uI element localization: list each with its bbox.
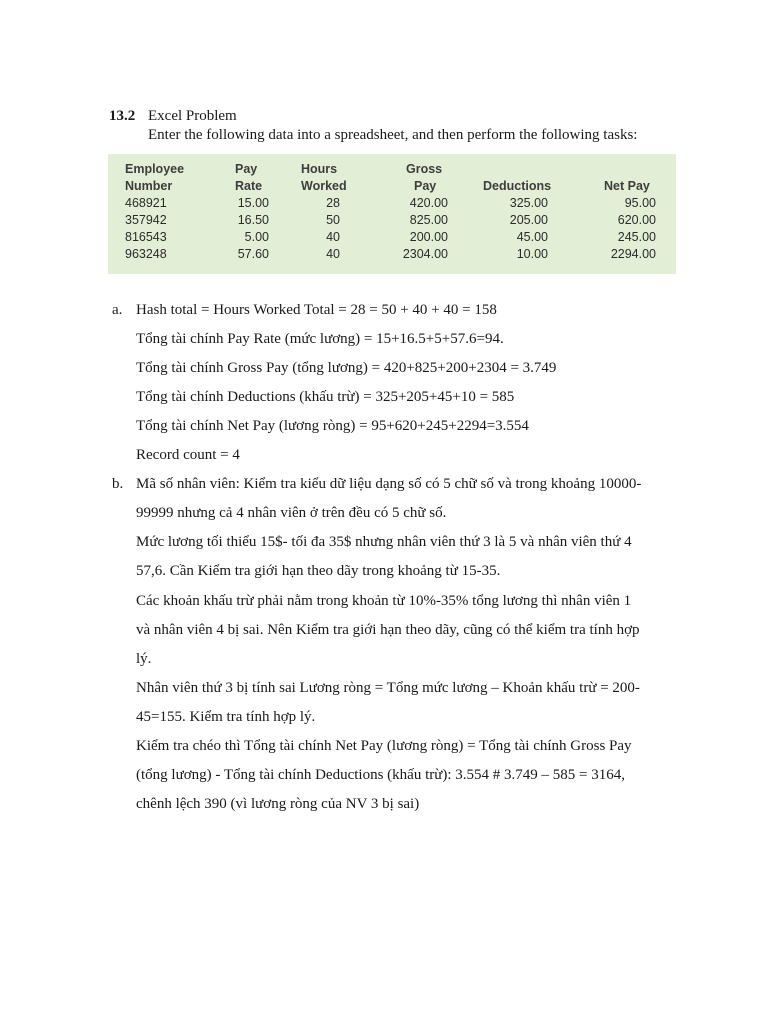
table-cell-gross-pay: 200.00 xyxy=(409,230,448,244)
answer-b-line: 99999 nhưng cả 4 nhân viên ở trên đều có 5 chữ số. xyxy=(136,505,447,521)
header-employee-number-line2: Number xyxy=(125,179,173,193)
answer-a-line: Tổng tài chính Gross Pay (tổng lương) = 420+825+200+2304 = 3.749 xyxy=(136,360,557,376)
table-cell-gross-pay: 825.00 xyxy=(409,213,448,227)
header-hours-worked-line1: Hours xyxy=(301,162,338,176)
table-cell-employee-number: 963248 xyxy=(125,247,167,261)
table-cell-gross-pay: 2304.00 xyxy=(402,247,448,261)
table-cell-hours-worked: 50 xyxy=(326,213,340,227)
table-cell-deductions: 10.00 xyxy=(516,247,548,261)
answer-b-marker: b. xyxy=(112,476,124,492)
table-cell-deductions: 325.00 xyxy=(509,196,548,210)
answer-b-line: Các khoản khấu trừ phải nằm trong khoản từ 10%-35% tổng lương thì nhân viên 1 xyxy=(136,593,632,609)
table-cell-gross-pay: 420.00 xyxy=(409,196,448,210)
answer-b-line: Nhân viên thứ 3 bị tính sai Lương ròng = Tổng mức lương – Khoản khấu trừ = 200- xyxy=(136,680,640,696)
section-instructions: Enter the following data into a spreadsheet, and then perform the following tasks: xyxy=(148,127,638,143)
answer-a-line: Tổng tài chính Deductions (khấu trừ) = 325+205+45+10 = 585 xyxy=(136,389,515,405)
answer-b-line: chênh lệch 390 (vì lương ròng của NV 3 bị sai) xyxy=(136,796,420,812)
answer-a-line: Tổng tài chính Pay Rate (mức lương) = 15+16.5+5+57.6=94. xyxy=(136,331,504,347)
table-cell-net-pay: 2294.00 xyxy=(610,247,656,261)
answer-b-line: Mức lương tối thiểu 15$- tối đa 35$ nhưng nhân viên thứ 3 là 5 và nhân viên thứ 4 xyxy=(136,534,632,550)
table-cell-net-pay: 245.00 xyxy=(617,230,656,244)
answer-a-line: Record count = 4 xyxy=(136,447,240,463)
answer-b-line: Kiểm tra chéo thì Tổng tài chính Net Pay (lương ròng) = Tổng tài chính Gross Pay xyxy=(136,738,632,754)
table-cell-hours-worked: 40 xyxy=(326,230,340,244)
section-heading xyxy=(109,107,237,126)
table-cell-employee-number: 468921 xyxy=(125,196,167,210)
header-hours-worked-line2: Worked xyxy=(301,179,347,193)
answer-b-line: 57,6. Cần Kiểm tra giới hạn theo dãy trong khoảng từ 15-35. xyxy=(136,563,501,579)
table-cell-hours-worked: 40 xyxy=(326,247,340,261)
table-cell-employee-number: 816543 xyxy=(125,230,167,244)
table-cell-net-pay: 620.00 xyxy=(617,213,656,227)
answer-b-line: (tổng lương) - Tổng tài chính Deductions (khấu trừ): 3.554 # 3.749 – 585 = 3164, xyxy=(136,767,625,783)
section-title: Excel Problem xyxy=(148,108,237,124)
table-cell-deductions: 205.00 xyxy=(509,213,548,227)
answer-a-line: Hash total = Hours Worked Total = 28 = 50 + 40 + 40 = 158 xyxy=(136,302,497,318)
table-cell-pay-rate: 15.00 xyxy=(237,196,269,210)
table-cell-pay-rate: 5.00 xyxy=(244,230,269,244)
answer-a-line: Tổng tài chính Net Pay (lương ròng) = 95+620+245+2294=3.554 xyxy=(136,418,529,434)
header-deductions: Deductions xyxy=(483,179,552,193)
table-cell-hours-worked: 28 xyxy=(326,196,340,210)
table-cell-net-pay: 95.00 xyxy=(624,196,656,210)
header-employee-number-line1: Employee xyxy=(125,162,185,176)
answer-b-line: Mã số nhân viên: Kiểm tra kiểu dữ liệu dạng số có 5 chữ số và trong khoảng 10000- xyxy=(136,476,642,492)
answer-a-marker: a. xyxy=(112,302,123,318)
header-gross-pay-line2: Pay xyxy=(414,179,437,193)
header-pay-rate-line2: Rate xyxy=(235,179,263,193)
header-net-pay: Net Pay xyxy=(604,179,650,193)
table-cell-employee-number: 357942 xyxy=(125,213,167,227)
answer-b-line: lý. xyxy=(136,651,152,667)
header-gross-pay-line1: Gross xyxy=(406,162,443,176)
answer-b-line: và nhân viên 4 bị sai. Nên Kiểm tra giới hạn theo dãy, cũng có thể kiểm tra tính hợp xyxy=(136,622,640,638)
table-cell-pay-rate: 57.60 xyxy=(237,247,269,261)
answer-b-line: 45=155. Kiểm tra tính hợp lý. xyxy=(136,709,316,725)
employee-data-table xyxy=(108,154,676,274)
table-cell-pay-rate: 16.50 xyxy=(237,213,269,227)
section-number: 13.2 xyxy=(109,108,136,124)
table-cell-deductions: 45.00 xyxy=(516,230,548,244)
header-pay-rate-line1: Pay xyxy=(235,162,258,176)
